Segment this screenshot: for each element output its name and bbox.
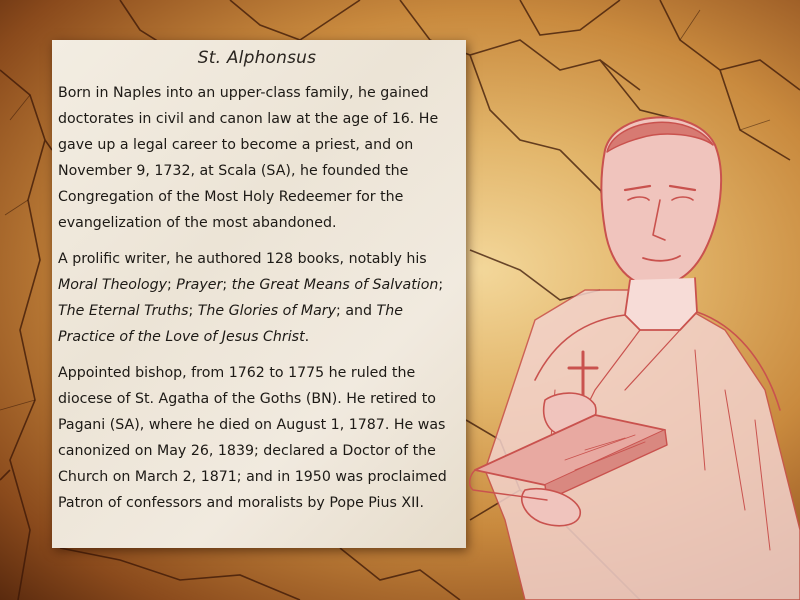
separator: ;: [438, 277, 444, 293]
separator: ;: [167, 277, 177, 293]
book-title: The Practice of the Love of Jesus Christ: [58, 303, 403, 345]
book-title: The Eternal Truths: [58, 303, 189, 319]
book-title: Moral Theology: [58, 277, 167, 293]
writings-intro: A prolific writer, he authored 128 books, notably his: [58, 251, 427, 267]
separator: ; and: [336, 303, 377, 319]
saint-sketch-portrait: [465, 90, 800, 600]
separator: ;: [222, 277, 232, 293]
paragraph-writings: [58, 246, 456, 350]
separator: ;: [188, 303, 198, 319]
paragraph-bishopric: Appointed bishop, from 1762 to 1775 he ruled the diocese of St. Agatha of the Goths (BN). He retired to Pagani (SA), where he died on August 1, 1787. He was canonized on May 26, 1839; declared a Doctor of the Church on March 2, 1871; and in 1950 was proclaimed Patron of confessors and moralists by Pope Pius XII.: [58, 365, 447, 511]
paragraph-biography: Born in Naples into an upper-class family, he gained doctorates in civil and canon law at the age of 16. He gave up a legal career to become a priest, and on November 9, 1732, at Scala (SA), he founded the Congregation of the Most Holy Redeemer for the evangelization of the most abandoned.: [58, 85, 439, 231]
page-title: St. Alphonsus: [197, 48, 317, 68]
text-panel: [52, 40, 466, 548]
book-title: The Glories of Mary: [197, 303, 337, 319]
book-title: the Great Means of Salvation: [231, 277, 439, 293]
separator: .: [304, 329, 310, 345]
book-title: Prayer: [176, 277, 223, 293]
